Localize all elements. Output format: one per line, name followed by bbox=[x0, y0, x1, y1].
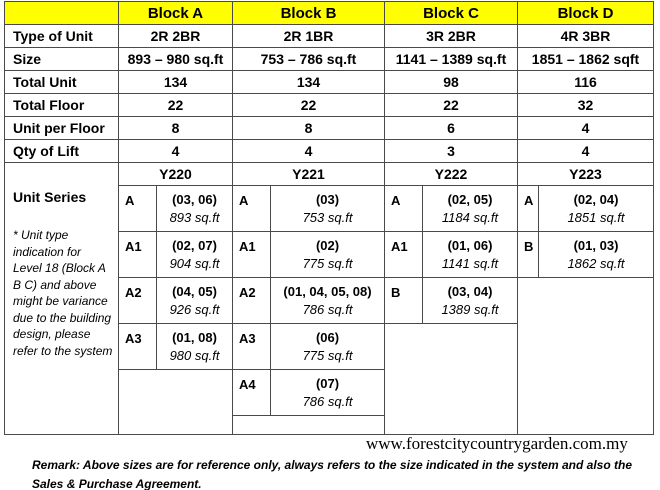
unit-nums: (03, 04) bbox=[447, 284, 493, 299]
unit-type-label: A1 bbox=[385, 232, 422, 277]
row-lift-label: Qty of Lift bbox=[4, 139, 119, 163]
unit-numbers bbox=[156, 232, 232, 277]
series-y223: Y223 bbox=[517, 162, 654, 186]
unit-nums: (07) bbox=[315, 376, 340, 391]
block-d-series-row bbox=[517, 185, 654, 232]
row-unit-per-floor-d: 4 bbox=[517, 116, 654, 140]
row-unit-per-floor-c: 6 bbox=[384, 116, 518, 140]
row-size-label: Size bbox=[4, 47, 119, 71]
header-corner bbox=[4, 1, 119, 25]
row-size-c: 1141 – 1389 sq.ft bbox=[384, 47, 518, 71]
unit-size: 786 sq.ft bbox=[302, 302, 353, 317]
row-total-floor-c: 22 bbox=[384, 93, 518, 117]
unit-type-label: A bbox=[518, 186, 538, 231]
unit-numbers bbox=[270, 278, 384, 323]
unit-nums: (02, 05) bbox=[447, 192, 493, 207]
series-y222: Y222 bbox=[384, 162, 518, 186]
unit-type-label: B bbox=[385, 278, 422, 323]
unit-numbers bbox=[270, 370, 384, 415]
block-a-series-row bbox=[118, 277, 233, 324]
unit-type-label: A1 bbox=[119, 232, 156, 277]
row-total-unit-a: 134 bbox=[118, 70, 233, 94]
row-size-a: 893 – 980 sq.ft bbox=[118, 47, 233, 71]
header-block-a: Block A bbox=[118, 1, 233, 25]
unit-numbers bbox=[538, 186, 653, 231]
unit-type-label: A4 bbox=[233, 370, 270, 415]
row-total-unit-label: Total Unit bbox=[4, 70, 119, 94]
unit-numbers bbox=[270, 324, 384, 369]
header-block-b: Block B bbox=[232, 1, 385, 25]
unit-type-label: A bbox=[233, 186, 270, 231]
block-c-empty bbox=[384, 323, 518, 435]
row-total-floor-a: 22 bbox=[118, 93, 233, 117]
row-lift-a: 4 bbox=[118, 139, 233, 163]
block-c-series-row bbox=[384, 231, 518, 278]
unit-size: 775 sq.ft bbox=[302, 256, 353, 271]
block-c-series-row bbox=[384, 277, 518, 324]
unit-nums: (01, 03) bbox=[573, 238, 619, 253]
unit-size: 1862 sq.ft bbox=[567, 256, 625, 271]
unit-nums: (03) bbox=[315, 192, 340, 207]
block-b-series-row bbox=[232, 277, 385, 324]
unit-numbers bbox=[156, 278, 232, 323]
row-unit-per-floor-b: 8 bbox=[232, 116, 385, 140]
unit-numbers bbox=[156, 186, 232, 231]
block-a-series-row bbox=[118, 185, 233, 232]
unit-size: 1184 sq.ft bbox=[441, 210, 499, 225]
unit-series-note: * Unit type indication for Level 18 (Block A B C) and above might be variance due to the building design, please refer to the system bbox=[13, 228, 113, 358]
row-total-unit-b: 134 bbox=[232, 70, 385, 94]
unit-type-label: A3 bbox=[119, 324, 156, 369]
unit-nums: (04, 05) bbox=[172, 284, 217, 299]
unit-size: 1389 sq.ft bbox=[441, 302, 499, 317]
unit-nums: (02, 07) bbox=[172, 238, 217, 253]
block-b-series-row bbox=[232, 185, 385, 232]
unit-nums: (01, 06) bbox=[447, 238, 493, 253]
unit-size: 1141 sq.ft bbox=[441, 256, 499, 271]
block-b-series-row bbox=[232, 231, 385, 278]
unit-size: 980 sq.ft bbox=[169, 348, 220, 363]
series-y220: Y220 bbox=[118, 162, 233, 186]
unit-nums: (02) bbox=[315, 238, 340, 253]
unit-size: 753 sq.ft bbox=[302, 210, 353, 225]
unit-numbers bbox=[422, 186, 517, 231]
unit-type-label: B bbox=[518, 232, 538, 277]
unit-size: 786 sq.ft bbox=[302, 394, 353, 409]
block-b-empty bbox=[232, 415, 385, 435]
unit-size: 926 sq.ft bbox=[169, 302, 220, 317]
row-lift-d: 4 bbox=[517, 139, 654, 163]
row-type-b: 2R 1BR bbox=[232, 24, 385, 48]
block-b-series-row bbox=[232, 323, 385, 370]
unit-nums: (01, 08) bbox=[172, 330, 217, 345]
unit-numbers bbox=[538, 232, 653, 277]
block-d-series-row bbox=[517, 231, 654, 278]
row-lift-c: 3 bbox=[384, 139, 518, 163]
row-type-d: 4R 3BR bbox=[517, 24, 654, 48]
row-size-b: 753 – 786 sq.ft bbox=[232, 47, 385, 71]
unit-nums: (02, 04) bbox=[573, 192, 619, 207]
unit-size: 904 sq.ft bbox=[169, 256, 220, 271]
unit-numbers bbox=[156, 324, 232, 369]
block-a-series-row bbox=[118, 323, 233, 370]
unit-nums: (03, 06) bbox=[172, 192, 217, 207]
block-b-series-row bbox=[232, 369, 385, 416]
row-total-floor-d: 32 bbox=[517, 93, 654, 117]
row-unit-per-floor-label: Unit per Floor bbox=[4, 116, 119, 140]
unit-type-label: A1 bbox=[233, 232, 270, 277]
unit-type-label: A bbox=[119, 186, 156, 231]
block-a-series-row bbox=[118, 231, 233, 278]
row-type-label: Type of Unit bbox=[4, 24, 119, 48]
series-y221: Y221 bbox=[232, 162, 385, 186]
unit-series-label-cell bbox=[4, 162, 119, 435]
unit-type-label: A3 bbox=[233, 324, 270, 369]
block-a-empty bbox=[118, 369, 233, 435]
unit-numbers bbox=[422, 278, 517, 323]
row-total-floor-b: 22 bbox=[232, 93, 385, 117]
unit-nums: (01, 04, 05, 08) bbox=[283, 284, 372, 299]
header-block-c: Block C bbox=[384, 1, 518, 25]
unit-type-label: A bbox=[385, 186, 422, 231]
unit-numbers bbox=[270, 186, 384, 231]
row-type-c: 3R 2BR bbox=[384, 24, 518, 48]
row-unit-per-floor-a: 8 bbox=[118, 116, 233, 140]
row-size-d: 1851 – 1862 sqft bbox=[517, 47, 654, 71]
unit-numbers bbox=[422, 232, 517, 277]
unit-size: 1851 sq.ft bbox=[567, 210, 625, 225]
website-watermark: www.forestcitycountrygarden.com.my bbox=[366, 434, 628, 453]
unit-size: 775 sq.ft bbox=[302, 348, 353, 363]
row-total-unit-c: 98 bbox=[384, 70, 518, 94]
header-block-d: Block D bbox=[517, 1, 654, 25]
block-c-series-row bbox=[384, 185, 518, 232]
unit-type-label: A2 bbox=[119, 278, 156, 323]
unit-numbers bbox=[270, 232, 384, 277]
unit-nums: (06) bbox=[315, 330, 340, 345]
block-d-empty bbox=[517, 277, 654, 435]
unit-type-label: A2 bbox=[233, 278, 270, 323]
row-total-floor-label: Total Floor bbox=[4, 93, 119, 117]
row-lift-b: 4 bbox=[232, 139, 385, 163]
row-total-unit-d: 116 bbox=[517, 70, 654, 94]
row-type-a: 2R 2BR bbox=[118, 24, 233, 48]
unit-size: 893 sq.ft bbox=[169, 210, 220, 225]
unit-series-label: Unit Series bbox=[13, 189, 87, 205]
remark-text: Remark: Above sizes are for reference only, always refers to the size indicated in the system and also the Sales & Purchase Agreement. bbox=[32, 458, 632, 490]
